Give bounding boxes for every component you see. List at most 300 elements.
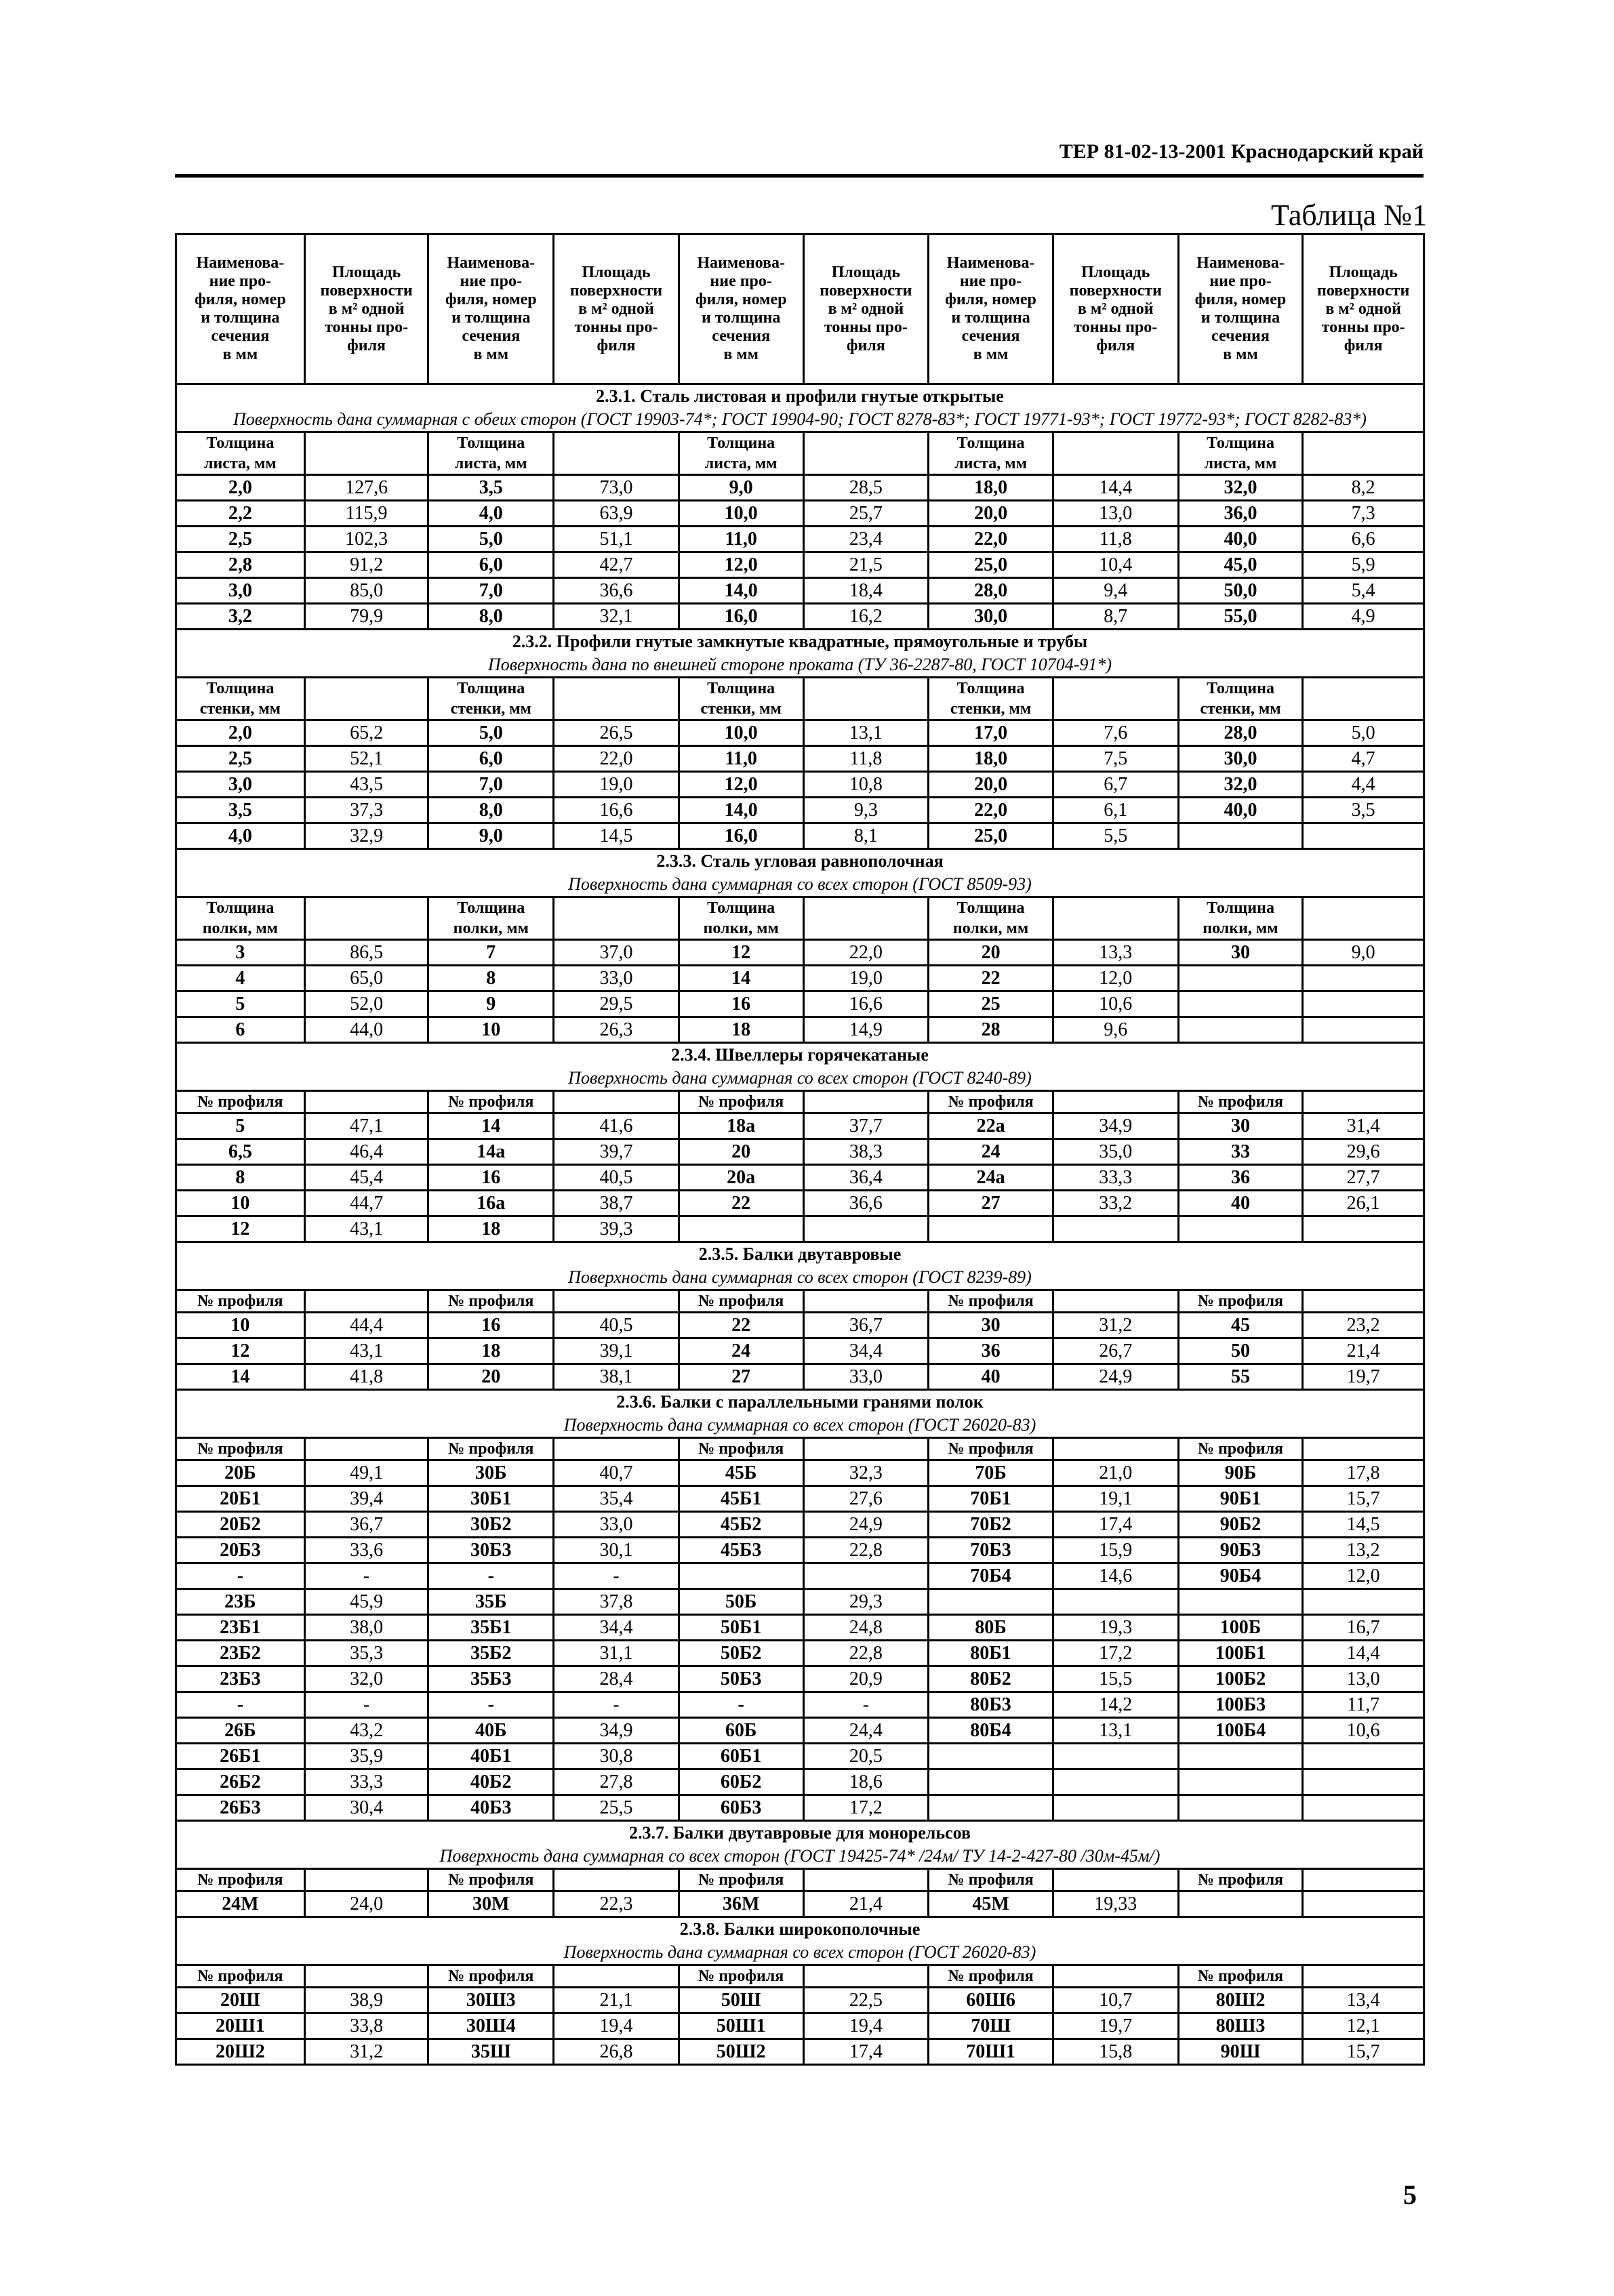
profile-name: 24 bbox=[929, 1139, 1053, 1165]
table-row bbox=[176, 2013, 1424, 2039]
profile-name: 2,0 bbox=[176, 475, 305, 501]
surface-area-value: 22,0 bbox=[803, 940, 929, 966]
profile-name: 27 bbox=[929, 1191, 1053, 1216]
profile-name bbox=[929, 1744, 1053, 1769]
column-label-empty bbox=[1053, 1290, 1178, 1313]
column-label: № профиля bbox=[929, 1091, 1053, 1113]
profile-name: 32,0 bbox=[1178, 772, 1303, 798]
surface-area-value: 33,0 bbox=[554, 966, 679, 991]
surface-area-value: 24,9 bbox=[803, 1512, 929, 1538]
profile-name: 18,0 bbox=[929, 746, 1053, 772]
column-label: № профиля bbox=[176, 1869, 305, 1891]
profile-name: 22 bbox=[929, 966, 1053, 991]
surface-area-value: 23,2 bbox=[1303, 1313, 1424, 1338]
profile-name: 90Б2 bbox=[1178, 1512, 1303, 1538]
surface-area-value: - bbox=[803, 1692, 929, 1718]
surface-area-value: - bbox=[554, 1563, 679, 1589]
surface-area-value: 17,2 bbox=[1053, 1641, 1178, 1666]
page-header bbox=[175, 139, 1424, 171]
column-label-empty bbox=[1303, 678, 1424, 720]
surface-area-value: 6,1 bbox=[1053, 798, 1178, 823]
surface-area-value: 33,8 bbox=[304, 2013, 428, 2039]
column-label: Толщина полки, мм bbox=[428, 897, 554, 940]
table-row bbox=[176, 966, 1424, 991]
surface-area-value: 18,4 bbox=[803, 578, 929, 604]
profile-name bbox=[1178, 1769, 1303, 1795]
surface-area-value: 39,4 bbox=[304, 1486, 428, 1512]
section-heading: 2.3.2. Профили гнутые замкнутые квадратные, прямоугольные и трубы bbox=[512, 632, 1088, 651]
table-row bbox=[176, 991, 1424, 1017]
section-heading: 2.3.6. Балки с параллельными гранями полок bbox=[616, 1392, 984, 1412]
profile-name bbox=[929, 1216, 1053, 1242]
profile-name: 100Б bbox=[1178, 1615, 1303, 1641]
profile-name: 14 bbox=[428, 1113, 554, 1139]
surface-area-value bbox=[1303, 966, 1424, 991]
surface-area-value: 11,8 bbox=[803, 746, 929, 772]
column-label: № профиля bbox=[679, 1290, 803, 1313]
profile-name: 4,0 bbox=[428, 501, 554, 527]
column-label: № профиля bbox=[1178, 1438, 1303, 1460]
header-surface-area: Площадь поверхности в м² одной тонны про- филя bbox=[554, 234, 679, 384]
profile-name: 70Б bbox=[929, 1460, 1053, 1486]
table-row bbox=[176, 1769, 1424, 1795]
profile-name: 14 bbox=[679, 966, 803, 991]
table-row bbox=[176, 746, 1424, 772]
section-note: Поверхность дана суммарная со всех сторон (ГОСТ 8509-93) bbox=[568, 874, 1032, 894]
surface-area-value bbox=[1303, 1891, 1424, 1917]
surface-area-value bbox=[1303, 1744, 1424, 1769]
profile-name: 36,0 bbox=[1178, 501, 1303, 527]
table-row bbox=[176, 1589, 1424, 1615]
surface-area-value: 5,0 bbox=[1303, 720, 1424, 746]
column-label: Толщина полки, мм bbox=[929, 897, 1053, 940]
table-row bbox=[176, 940, 1424, 966]
profile-name: 5 bbox=[176, 1113, 305, 1139]
surface-area-value bbox=[1303, 823, 1424, 849]
profile-name: 20,0 bbox=[929, 501, 1053, 527]
section-title bbox=[176, 1821, 1424, 1869]
profile-name: 35Б1 bbox=[428, 1615, 554, 1641]
column-label-empty bbox=[554, 1965, 679, 1988]
surface-area-value: 21,1 bbox=[554, 1988, 679, 2013]
surface-area-value: 29,3 bbox=[803, 1589, 929, 1615]
profile-name: 23Б2 bbox=[176, 1641, 305, 1666]
page-number: 5 bbox=[1403, 2179, 1417, 2210]
surface-area-value: 10,6 bbox=[1303, 1718, 1424, 1744]
profile-name: 55 bbox=[1178, 1364, 1303, 1390]
surface-area-value: 65,2 bbox=[304, 720, 428, 746]
column-label-empty bbox=[304, 1290, 428, 1313]
section-note: Поверхность дана суммарная со всех сторон (ГОСТ 26020-83) bbox=[563, 1942, 1036, 1962]
surface-area-value: 35,3 bbox=[304, 1641, 428, 1666]
profile-name: 35Б bbox=[428, 1589, 554, 1615]
profile-name: 50 bbox=[1178, 1338, 1303, 1364]
column-label-empty bbox=[1053, 1091, 1178, 1113]
surface-area-value: 91,2 bbox=[304, 552, 428, 578]
surface-area-value: 17,4 bbox=[1053, 1512, 1178, 1538]
table-row bbox=[176, 578, 1424, 604]
profile-name: 30Б3 bbox=[428, 1538, 554, 1563]
column-label-empty bbox=[1053, 897, 1178, 940]
table-row bbox=[176, 1512, 1424, 1538]
surface-area-value: 15,7 bbox=[1303, 1486, 1424, 1512]
section-title-row bbox=[176, 1917, 1424, 1965]
section-note: Поверхность дана суммарная со всех сторон (ГОСТ 8240-89) bbox=[568, 1068, 1032, 1088]
surface-area-value: - bbox=[304, 1692, 428, 1718]
surface-area-value: 17,4 bbox=[803, 2039, 929, 2065]
surface-area-value: 14,9 bbox=[803, 1017, 929, 1043]
profile-name: 26Б3 bbox=[176, 1795, 305, 1821]
profile-name: - bbox=[679, 1692, 803, 1718]
profile-name: 90Б1 bbox=[1178, 1486, 1303, 1512]
profile-name: 6,5 bbox=[176, 1139, 305, 1165]
surface-area-value: 35,4 bbox=[554, 1486, 679, 1512]
column-label-empty bbox=[1053, 1965, 1178, 1988]
profile-name: 80Б1 bbox=[929, 1641, 1053, 1666]
profile-name: 16а bbox=[428, 1191, 554, 1216]
surface-area-value: 4,7 bbox=[1303, 746, 1424, 772]
section-title bbox=[176, 384, 1424, 432]
profile-name: 28,0 bbox=[1178, 720, 1303, 746]
table-row bbox=[176, 1538, 1424, 1563]
surface-area-value: 16,7 bbox=[1303, 1615, 1424, 1641]
profile-name: 45Б2 bbox=[679, 1512, 803, 1538]
column-label-empty bbox=[803, 1869, 929, 1891]
profile-name: 10 bbox=[176, 1313, 305, 1338]
profile-name: 9,0 bbox=[428, 823, 554, 849]
profile-name: 30 bbox=[1178, 1113, 1303, 1139]
column-label-empty bbox=[554, 1438, 679, 1460]
surface-area-value bbox=[1303, 1589, 1424, 1615]
section-title-row bbox=[176, 1821, 1424, 1869]
profile-name: 11,0 bbox=[679, 527, 803, 552]
table-row bbox=[176, 1615, 1424, 1641]
surface-area-value: 35,9 bbox=[304, 1744, 428, 1769]
surface-area-value: 13,1 bbox=[803, 720, 929, 746]
surface-area-value: 13,1 bbox=[1053, 1718, 1178, 1744]
profile-name: 28 bbox=[929, 1017, 1053, 1043]
profile-name: 50Б1 bbox=[679, 1615, 803, 1641]
profile-name: 26Б1 bbox=[176, 1744, 305, 1769]
table-title: Таблица №1 bbox=[1271, 199, 1428, 232]
surface-area-value: 22,3 bbox=[554, 1891, 679, 1917]
section-heading: 2.3.4. Швеллеры горячекатаные bbox=[671, 1045, 929, 1065]
table-row bbox=[176, 1666, 1424, 1692]
profile-name bbox=[1178, 1891, 1303, 1917]
surface-area-value: 39,1 bbox=[554, 1338, 679, 1364]
column-label: № профиля bbox=[1178, 1091, 1303, 1113]
profile-name: 45,0 bbox=[1178, 552, 1303, 578]
profile-name: 20Б2 bbox=[176, 1512, 305, 1538]
surface-area-value: 21,4 bbox=[803, 1891, 929, 1917]
profile-name: - bbox=[176, 1563, 305, 1589]
profile-name: 3 bbox=[176, 940, 305, 966]
surface-area-value: 14,4 bbox=[1303, 1641, 1424, 1666]
profile-name bbox=[929, 1795, 1053, 1821]
profile-name: 20,0 bbox=[929, 772, 1053, 798]
surface-area-value: 6,6 bbox=[1303, 527, 1424, 552]
surface-area-value: 10,8 bbox=[803, 772, 929, 798]
profile-name: 70Ш1 bbox=[929, 2039, 1053, 2065]
column-label: № профиля bbox=[176, 1965, 305, 1988]
surface-area-value: 14,5 bbox=[1303, 1512, 1424, 1538]
profile-name: 35Б2 bbox=[428, 1641, 554, 1666]
surface-area-value: 26,8 bbox=[554, 2039, 679, 2065]
section-note: Поверхность дана суммарная со всех сторон (ГОСТ 19425-74* /24м/ ТУ 14-2-427-80 /30м-45м/) bbox=[439, 1846, 1161, 1866]
surface-area-value: 30,4 bbox=[304, 1795, 428, 1821]
table-row bbox=[176, 2039, 1424, 2065]
column-label: № профиля bbox=[679, 1965, 803, 1988]
column-label-row bbox=[176, 1091, 1424, 1113]
profile-name: 60Ш6 bbox=[929, 1988, 1053, 2013]
section-title-row bbox=[176, 1242, 1424, 1290]
section-note: Поверхность дана суммарная со всех сторон (ГОСТ 8239-89) bbox=[568, 1267, 1032, 1287]
surface-area-value: 22,0 bbox=[554, 746, 679, 772]
surface-area-value: 44,7 bbox=[304, 1191, 428, 1216]
profile-name: 12,0 bbox=[679, 772, 803, 798]
header-profile-name: Наименова- ние про- филя, номер и толщина сечения в мм bbox=[929, 234, 1053, 384]
surface-area-value: 7,3 bbox=[1303, 501, 1424, 527]
table-row bbox=[176, 604, 1424, 630]
profile-name: 12 bbox=[176, 1216, 305, 1242]
table-header-row bbox=[176, 234, 1424, 384]
surface-area-value: 19,3 bbox=[1053, 1615, 1178, 1641]
surface-area-value: 17,2 bbox=[803, 1795, 929, 1821]
surface-area-value: 39,7 bbox=[554, 1139, 679, 1165]
column-label-empty bbox=[304, 1091, 428, 1113]
column-label: Толщина листа, мм bbox=[679, 432, 803, 475]
surface-area-value: 13,2 bbox=[1303, 1538, 1424, 1563]
surface-area-value: 36,4 bbox=[803, 1165, 929, 1191]
column-label-row bbox=[176, 897, 1424, 940]
profile-name: 18 bbox=[428, 1338, 554, 1364]
profile-name: 25,0 bbox=[929, 823, 1053, 849]
section-title bbox=[176, 1917, 1424, 1965]
profile-name: 60Б1 bbox=[679, 1744, 803, 1769]
profile-name: 10,0 bbox=[679, 720, 803, 746]
surface-area-value: 9,4 bbox=[1053, 578, 1178, 604]
surface-area-value: 36,6 bbox=[554, 578, 679, 604]
header-surface-area: Площадь поверхности в м² одной тонны про- филя bbox=[1053, 234, 1178, 384]
column-label-empty bbox=[1303, 1438, 1424, 1460]
section-heading: 2.3.8. Балки широкополочные bbox=[679, 1919, 921, 1939]
surface-area-value: 102,3 bbox=[304, 527, 428, 552]
table-row bbox=[176, 1313, 1424, 1338]
surface-area-value: 31,4 bbox=[1303, 1113, 1424, 1139]
surface-area-value: 24,4 bbox=[803, 1718, 929, 1744]
surface-area-value: 39,3 bbox=[554, 1216, 679, 1242]
profile-name: 90Ш bbox=[1178, 2039, 1303, 2065]
column-label: № профиля bbox=[929, 1438, 1053, 1460]
profile-name: 80Б2 bbox=[929, 1666, 1053, 1692]
surface-area-value: 33,3 bbox=[1053, 1165, 1178, 1191]
profile-name: 5 bbox=[176, 991, 305, 1017]
surface-area-value bbox=[1053, 1589, 1178, 1615]
column-label-empty bbox=[1303, 1965, 1424, 1988]
column-label-empty bbox=[803, 1290, 929, 1313]
surface-area-value: 24,0 bbox=[304, 1891, 428, 1917]
surface-area-value: 31,1 bbox=[554, 1641, 679, 1666]
surface-area-value: 38,9 bbox=[304, 1988, 428, 2013]
profile-name: 40Б bbox=[428, 1718, 554, 1744]
profile-name: 16,0 bbox=[679, 823, 803, 849]
header-profile-name: Наименова- ние про- филя, номер и толщина сечения в мм bbox=[176, 234, 305, 384]
surface-area-value: 73,0 bbox=[554, 475, 679, 501]
profile-name: 2,5 bbox=[176, 746, 305, 772]
column-label: Толщина полки, мм bbox=[176, 897, 305, 940]
profile-name: 45 bbox=[1178, 1313, 1303, 1338]
column-label-empty bbox=[1303, 1091, 1424, 1113]
surface-area-value: 34,9 bbox=[1053, 1113, 1178, 1139]
profile-name: 90Б bbox=[1178, 1460, 1303, 1486]
profile-name bbox=[929, 1769, 1053, 1795]
surface-area-value: 44,0 bbox=[304, 1017, 428, 1043]
surface-area-value bbox=[1303, 991, 1424, 1017]
column-label-empty bbox=[554, 897, 679, 940]
table-row bbox=[176, 1364, 1424, 1390]
surface-area-value: 115,9 bbox=[304, 501, 428, 527]
profile-name: 16,0 bbox=[679, 604, 803, 630]
profile-name: 100Б2 bbox=[1178, 1666, 1303, 1692]
surface-area-value: 42,7 bbox=[554, 552, 679, 578]
surface-area-value: 9,6 bbox=[1053, 1017, 1178, 1043]
section-title-row bbox=[176, 1043, 1424, 1091]
table-row bbox=[176, 1641, 1424, 1666]
profile-name: 60Б3 bbox=[679, 1795, 803, 1821]
table-row bbox=[176, 1744, 1424, 1769]
profile-name: 60Б bbox=[679, 1718, 803, 1744]
table-row bbox=[176, 1460, 1424, 1486]
profile-name: 30Б bbox=[428, 1460, 554, 1486]
profile-name: 20 bbox=[929, 940, 1053, 966]
surface-area-value: 33,2 bbox=[1053, 1191, 1178, 1216]
profile-name: 25,0 bbox=[929, 552, 1053, 578]
profile-name: 26Б bbox=[176, 1718, 305, 1744]
surface-area-value: 37,8 bbox=[554, 1589, 679, 1615]
surface-area-value: 49,1 bbox=[304, 1460, 428, 1486]
surface-area-value: 32,3 bbox=[803, 1460, 929, 1486]
profile-name: 40,0 bbox=[1178, 798, 1303, 823]
surface-area-value: 23,4 bbox=[803, 527, 929, 552]
surface-area-value: 47,1 bbox=[304, 1113, 428, 1139]
profile-name: 14 bbox=[176, 1364, 305, 1390]
profile-name: 45Б3 bbox=[679, 1538, 803, 1563]
profile-name: 70Б4 bbox=[929, 1563, 1053, 1589]
profile-name: 80Б4 bbox=[929, 1718, 1053, 1744]
profile-name: 3,2 bbox=[176, 604, 305, 630]
column-label: Толщина стенки, мм bbox=[1178, 678, 1303, 720]
column-label: № профиля bbox=[929, 1290, 1053, 1313]
profile-name: 5,0 bbox=[428, 527, 554, 552]
column-label: № профиля bbox=[176, 1091, 305, 1113]
table-row bbox=[176, 475, 1424, 501]
profile-name: 3,0 bbox=[176, 578, 305, 604]
surface-area-value: 10,6 bbox=[1053, 991, 1178, 1017]
table-row bbox=[176, 798, 1424, 823]
table-row bbox=[176, 1165, 1424, 1191]
surface-area-value: 27,8 bbox=[554, 1769, 679, 1795]
surface-area-value: 38,7 bbox=[554, 1191, 679, 1216]
surface-area-value: 20,5 bbox=[803, 1744, 929, 1769]
column-label-empty bbox=[1053, 678, 1178, 720]
column-label: Толщина листа, мм bbox=[428, 432, 554, 475]
surface-area-value: 34,4 bbox=[554, 1615, 679, 1641]
profile-name: 22 bbox=[679, 1313, 803, 1338]
column-label-empty bbox=[304, 678, 428, 720]
surface-area-value: 14,4 bbox=[1053, 475, 1178, 501]
surface-area-value: 13,3 bbox=[1053, 940, 1178, 966]
profile-name: 10 bbox=[428, 1017, 554, 1043]
header-surface-area: Площадь поверхности в м² одной тонны про- филя bbox=[304, 234, 428, 384]
surface-area-value: 46,4 bbox=[304, 1139, 428, 1165]
profile-name: 5,0 bbox=[428, 720, 554, 746]
surface-area-value: 43,1 bbox=[304, 1216, 428, 1242]
profile-name bbox=[1178, 991, 1303, 1017]
surface-area-value: 13,0 bbox=[1303, 1666, 1424, 1692]
surface-area-value: 65,0 bbox=[304, 966, 428, 991]
table-row bbox=[176, 1486, 1424, 1512]
surface-area-value: 43,1 bbox=[304, 1338, 428, 1364]
column-label: № профиля bbox=[1178, 1965, 1303, 1988]
column-label: № профиля bbox=[428, 1965, 554, 1988]
surface-area-value bbox=[1303, 1017, 1424, 1043]
surface-area-value: 12,0 bbox=[1053, 966, 1178, 991]
profile-name: 4,0 bbox=[176, 823, 305, 849]
surface-area-value: 16,2 bbox=[803, 604, 929, 630]
section-heading: 2.3.3. Сталь угловая равнополочная bbox=[656, 851, 944, 871]
profile-name: 12,0 bbox=[679, 552, 803, 578]
surface-area-value: 19,7 bbox=[1053, 2013, 1178, 2039]
surface-area-value: 33,0 bbox=[803, 1364, 929, 1390]
section-title bbox=[176, 1043, 1424, 1091]
profile-name: 10,0 bbox=[679, 501, 803, 527]
profile-name bbox=[1178, 823, 1303, 849]
surface-area-value: 26,7 bbox=[1053, 1338, 1178, 1364]
surface-area-value: 26,1 bbox=[1303, 1191, 1424, 1216]
profile-name: 12 bbox=[679, 940, 803, 966]
profile-name: 25 bbox=[929, 991, 1053, 1017]
profile-name: 32,0 bbox=[1178, 475, 1303, 501]
surface-area-value: 34,9 bbox=[554, 1718, 679, 1744]
profile-name: 8,0 bbox=[428, 798, 554, 823]
profile-name: 9,0 bbox=[679, 475, 803, 501]
surface-area-value bbox=[1303, 1216, 1424, 1242]
surface-area-value: 31,2 bbox=[1053, 1313, 1178, 1338]
surface-area-value: 4,4 bbox=[1303, 772, 1424, 798]
profile-name: 22,0 bbox=[929, 798, 1053, 823]
profile-name: 16 bbox=[428, 1313, 554, 1338]
profile-name: 24а bbox=[929, 1165, 1053, 1191]
surface-area-value: 43,2 bbox=[304, 1718, 428, 1744]
section-title bbox=[176, 849, 1424, 897]
profile-name: 45М bbox=[929, 1891, 1053, 1917]
column-label-empty bbox=[554, 1290, 679, 1313]
surface-area-value: 32,0 bbox=[304, 1666, 428, 1692]
profile-name: 2,0 bbox=[176, 720, 305, 746]
header-rule bbox=[175, 174, 1424, 178]
surface-area-value: 22,8 bbox=[803, 1641, 929, 1666]
header-surface-area: Площадь поверхности в м² одной тонны про- филя bbox=[803, 234, 929, 384]
surface-area-value: 29,5 bbox=[554, 991, 679, 1017]
surface-area-value: 127,6 bbox=[304, 475, 428, 501]
surface-area-value: 19,4 bbox=[803, 2013, 929, 2039]
profile-name: 50Ш bbox=[679, 1988, 803, 2013]
column-label: Толщина полки, мм bbox=[1178, 897, 1303, 940]
column-label-empty bbox=[554, 678, 679, 720]
profile-name: 90Б4 bbox=[1178, 1563, 1303, 1589]
surface-area-value: 14,5 bbox=[554, 823, 679, 849]
profile-name: 55,0 bbox=[1178, 604, 1303, 630]
